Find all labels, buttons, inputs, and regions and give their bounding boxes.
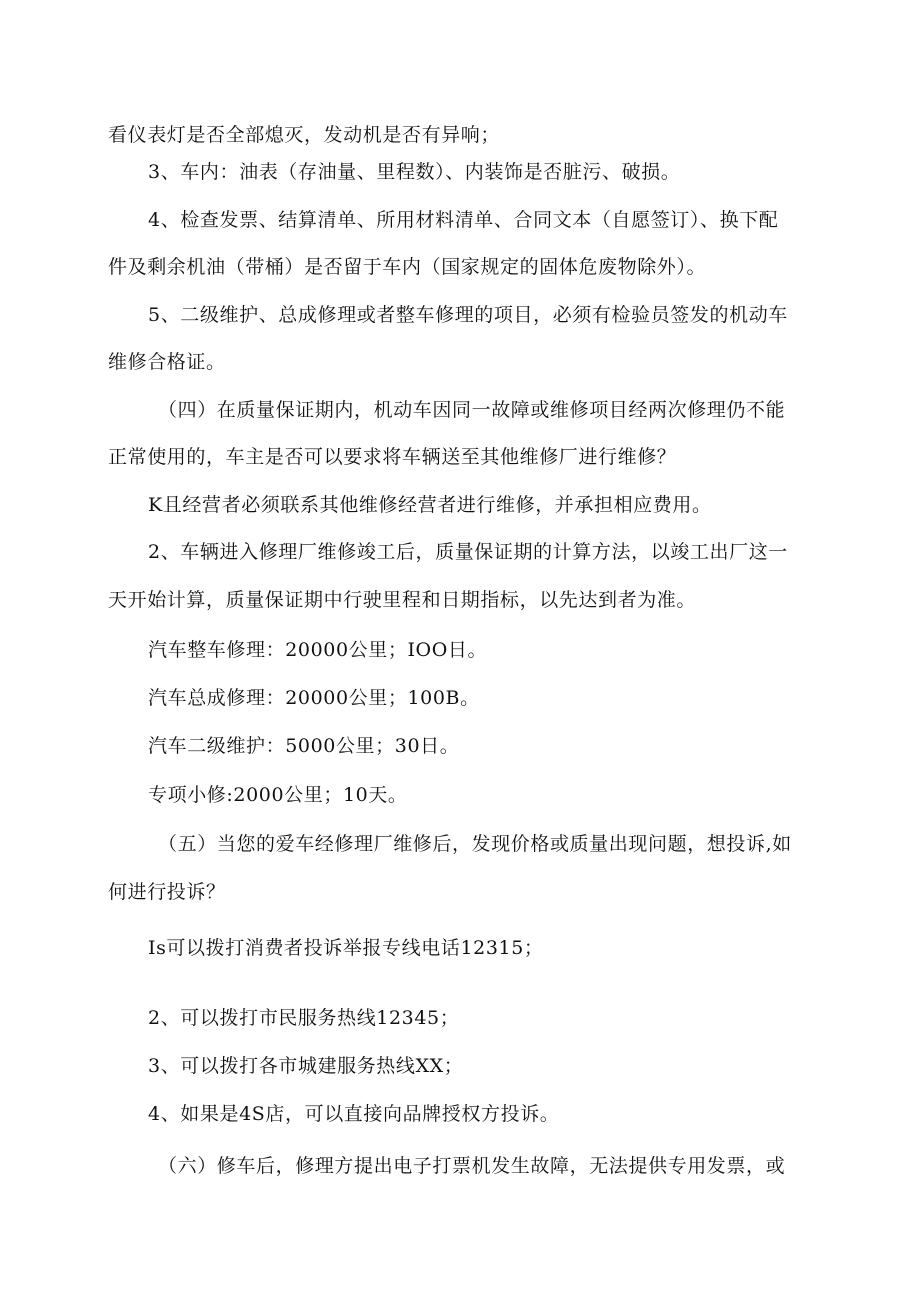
text-line: 3、车内：油表（存油量、里程数）、内装饰是否脏污、破损。 (148, 161, 681, 183)
text-line: 2、车辆进入修理厂维修竣工后，质量保证期的计算方法，以竣工出厂这一 (148, 541, 788, 563)
text-line: K且经营者必须联系其他维修经营者进行维修，并承担相应费用。 (148, 494, 712, 516)
text-line: 汽车总成修理：20000公里；100B。 (148, 687, 480, 709)
text-line: 专项小修:2000公里；10天。 (148, 784, 408, 806)
text-line: 正常使用的，车主是否可以要求将车辆送至其他维修厂进行维修？ (108, 446, 677, 468)
text-line: 3、可以拨打各市城建服务热线XX； (148, 1055, 464, 1077)
text-line: 天开始计算，质量保证期中行驶里程和日期指标，以先达到者为准。 (108, 589, 697, 611)
text-line: 4、如果是4S店，可以直接向品牌授权方投诉。 (148, 1103, 560, 1125)
text-line: 汽车二级维护：5000公里；30日。 (148, 735, 460, 757)
text-line: （五）当您的爱车经修理厂维修后，发现价格或质量出现问题，想投诉,如 (158, 833, 792, 855)
text-line: 2、可以拨打市民服务热线12345； (148, 1007, 460, 1029)
text-line: 何进行投诉？ (108, 881, 226, 903)
text-line: 5、二级维护、总成修理或者整车修理的项目，必须有检验员签发的机动车 (148, 304, 788, 326)
text-line: （四）在质量保证期内，机动车因同一故障或维修项目经两次修理仍不能 (158, 399, 786, 421)
text-line: 维修合格证。 (108, 351, 226, 373)
text-line: 看仪表灯是否全部熄灭，发动机是否有异响； (108, 124, 501, 146)
text-line: 4、检查发票、结算清单、所用材料清单、合同文本（自愿签订）、换下配 (148, 209, 779, 231)
text-line: Is可以拨打消费者投诉举报专线电话12315； (148, 937, 544, 959)
text-line: 件及剩余机油（带桶）是否留于车内（国家规定的固体危废物除外）。 (108, 256, 707, 278)
text-line: 汽车整车修理：20000公里；IOO日。 (148, 639, 488, 661)
text-line: （六）修车后，修理方提出电子打票机发生故障，无法提供专用发票，或 (158, 1155, 786, 1177)
